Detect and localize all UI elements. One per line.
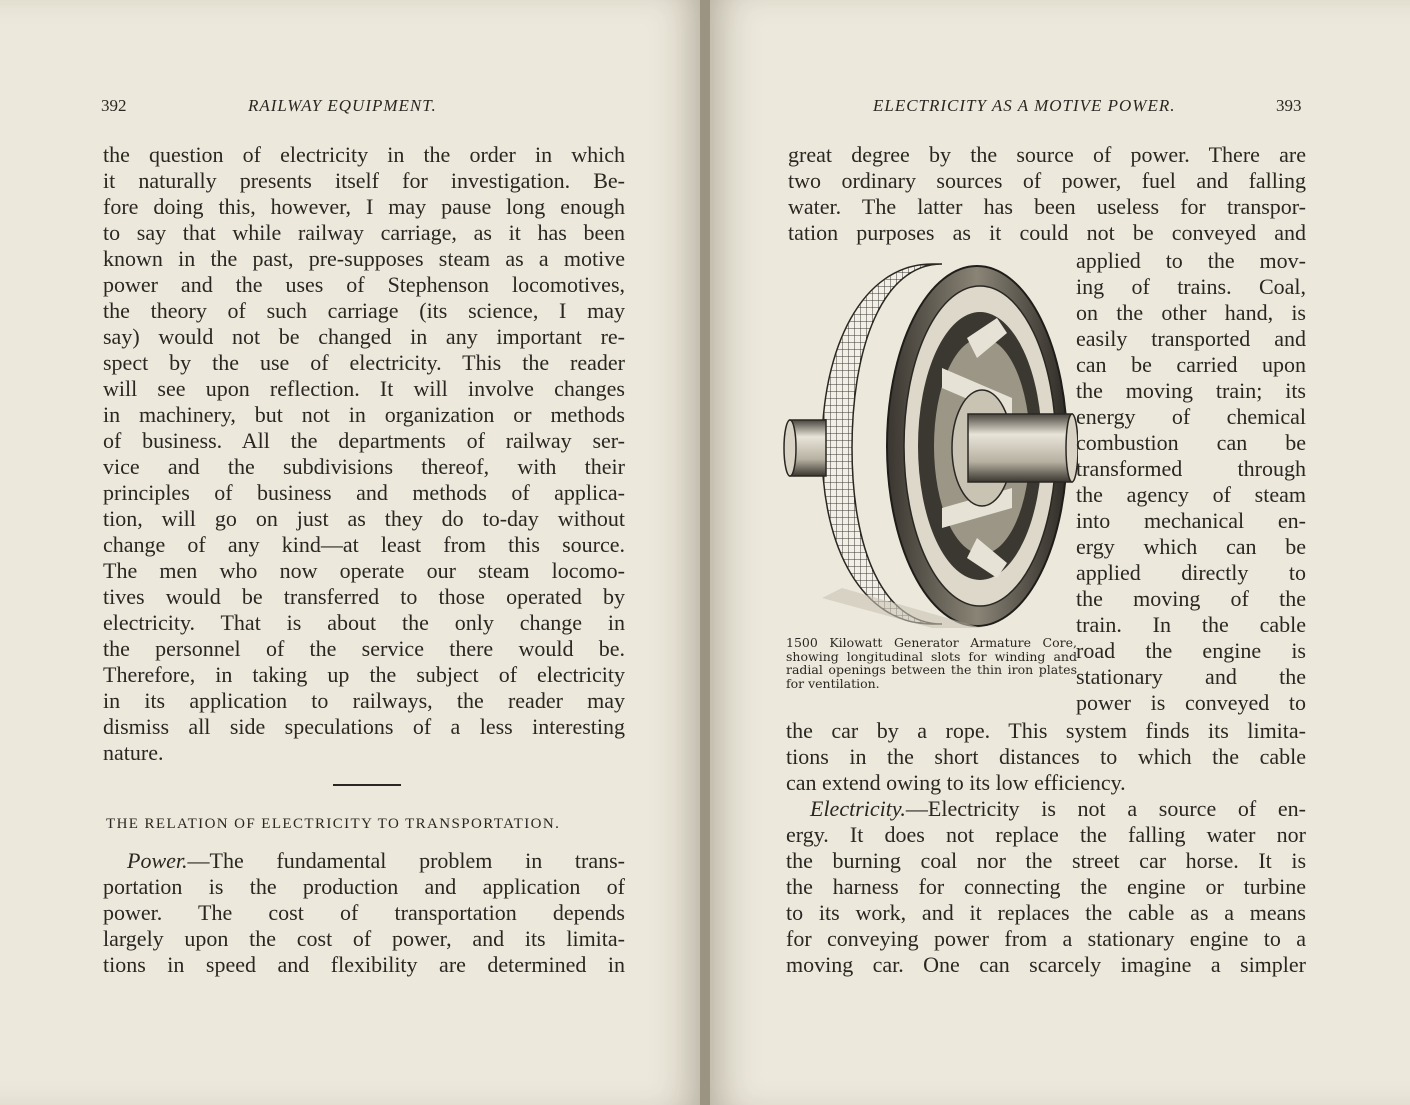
text-line: portation is the production and application of — [103, 874, 625, 899]
text-line: easily transported and — [1076, 326, 1306, 351]
text-line: ing of trains. Coal, — [1076, 274, 1306, 299]
text-line: the moving train; its — [1076, 378, 1306, 403]
right-page-number: 393 — [1276, 96, 1302, 115]
text-line: in machinery, but not in organization or methods — [103, 402, 625, 427]
text-line: for conveying power from a stationary engine to a — [786, 926, 1306, 951]
text-line: to its work, and it replaces the cable as a means — [786, 900, 1306, 925]
book-gutter — [700, 0, 710, 1105]
text-line: say) would not be changed in any important re- — [103, 324, 625, 349]
right-body-text-wrap — [1076, 248, 1306, 716]
text-line: the theory of such carriage (its science, I may — [103, 298, 625, 323]
left-running-title: RAILWAY EQUIPMENT. — [248, 96, 437, 115]
text-line: largely upon the cost of power, and its limita- — [103, 926, 625, 951]
right-body-text-bottom — [786, 718, 1306, 978]
section-heading: THE RELATION OF ELECTRICITY TO TRANSPORTATION. — [106, 816, 561, 832]
text-line: vice and the subdivisions thereof, with their — [103, 454, 625, 479]
text-line — [786, 796, 1306, 822]
text-line: Therefore, in taking up the subject of electricity — [103, 662, 625, 687]
text-line: the harness for connecting the engine or turbine — [786, 874, 1306, 899]
text-line: ergy which can be — [1076, 534, 1306, 559]
text-line: can be carried upon — [1076, 352, 1306, 377]
text-line: dismiss all side speculations of a less interesting — [103, 714, 625, 739]
text-line: great degree by the source of power. There are — [788, 142, 1306, 167]
text-line: into mechanical en- — [1076, 508, 1306, 533]
text-line: to say that while railway carriage, as it has been — [103, 220, 625, 245]
text-line: the moving of the — [1076, 586, 1306, 611]
text-line: spect by the use of electricity. This the reader — [103, 350, 625, 375]
text-line — [103, 848, 625, 874]
electricity-line-rest: —Electricity is not a source of en- — [905, 796, 1306, 821]
text-line: the question of electricity in the order in which — [103, 142, 625, 167]
text-line: the agency of steam — [1076, 482, 1306, 507]
text-line: in its application to railways, the reader may — [103, 688, 625, 713]
left-body-text-power — [103, 848, 625, 978]
text-line: tion, will go on just as they do to-day without — [103, 506, 625, 531]
text-line: the burning coal nor the street car horse. It is — [786, 848, 1306, 873]
caption-line: 1500 Kilowatt Generator Armature Core, — [786, 635, 1077, 650]
text-line: The men who now operate our steam locomo- — [103, 558, 625, 583]
text-line: of business. All the departments of railway ser- — [103, 428, 625, 453]
text-line: applied to the mov- — [1076, 248, 1306, 273]
right-body-text-top — [788, 142, 1306, 246]
text-line: moving car. One can scarcely imagine a simpler — [786, 952, 1306, 977]
text-line: power and the uses of Stephenson locomotives, — [103, 272, 625, 297]
text-line: road the engine is — [1076, 638, 1306, 663]
figure-caption — [786, 636, 1077, 690]
text-line: it naturally presents itself for investigation. Be- — [103, 168, 625, 193]
text-line: will see upon reflection. It will involve changes — [103, 376, 625, 401]
power-line-rest: —The fundamental problem in trans- — [187, 848, 625, 873]
text-line: can extend owing to its low efficiency. — [786, 770, 1126, 795]
text-line: tions in the short distances to which the cable — [786, 744, 1306, 769]
text-line: change of any kind—at least from this source. — [103, 532, 625, 557]
text-line: principles of business and methods of applica- — [103, 480, 625, 505]
text-line: energy of chemical — [1076, 404, 1306, 429]
text-line: ergy. It does not replace the falling water nor — [786, 822, 1306, 847]
caption-line: radial openings between the thin iron plates — [786, 662, 1077, 677]
section-divider — [333, 784, 401, 786]
electricity-label: Electricity. — [810, 796, 906, 821]
caption-line: showing longitudinal slots for winding and — [786, 648, 1077, 664]
left-body-text — [103, 142, 625, 766]
text-line: tives would be transferred to those operated by — [103, 584, 625, 609]
text-line: nature. — [103, 740, 164, 765]
text-line: train. In the cable — [1076, 612, 1306, 637]
right-running-title: ELECTRICITY AS A MOTIVE POWER. — [873, 96, 1176, 115]
text-line: on the other hand, is — [1076, 300, 1306, 325]
text-line: applied directly to — [1076, 560, 1306, 585]
text-line: the personnel of the service there would be. — [103, 636, 625, 661]
text-line: transformed through — [1076, 456, 1306, 481]
caption-line: for ventilation. — [786, 675, 880, 691]
armature-core-illustration — [782, 258, 1078, 630]
text-line: tation purposes as it could not be conveyed and — [788, 220, 1306, 245]
left-page-number: 392 — [101, 96, 127, 115]
text-line: stationary and the — [1076, 664, 1306, 689]
text-line: tions in speed and flexibility are determined in — [103, 952, 625, 977]
text-line: two ordinary sources of power, fuel and falling — [788, 168, 1306, 193]
text-line: power. The cost of transportation depends — [103, 900, 625, 925]
text-line: the car by a rope. This system finds its limita- — [786, 718, 1306, 743]
text-line: water. The latter has been useless for transpor- — [788, 194, 1306, 219]
text-line: fore doing this, however, I may pause long enough — [103, 194, 625, 219]
text-line: power is conveyed to — [1076, 690, 1306, 715]
text-line: combustion can be — [1076, 430, 1306, 455]
power-label: Power. — [127, 848, 188, 873]
text-line: electricity. That is about the only change in — [103, 610, 625, 635]
text-line: known in the past, pre-supposes steam as a motive — [103, 246, 625, 271]
